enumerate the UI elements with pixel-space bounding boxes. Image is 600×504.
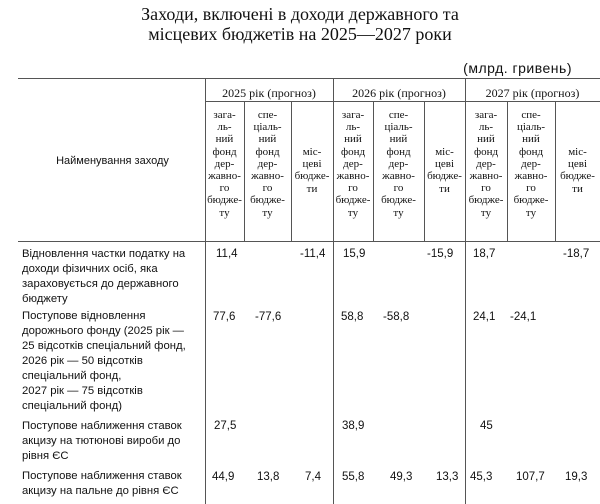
- cell-value: 27,5: [214, 420, 237, 432]
- year-header-2027: 2027 рік (прогноз): [485, 86, 580, 100]
- cell-value: 77,6: [213, 311, 236, 323]
- cell-value: -24,1: [510, 311, 537, 323]
- title-line-1: Заходи, включені в доходи державного та: [141, 4, 459, 24]
- cell-value: 13,3: [436, 471, 459, 483]
- row-name: Відновлення частки податку на доходи фізичних осіб, яка зараховується до державного бюджету: [22, 248, 186, 305]
- subheader-local-budgets-2025: міс- цеві бюдже- ти: [294, 146, 330, 195]
- subheader-special-fund-2026: спе- ціаль- ний фонд дер- жавно- го бюдже- ту: [381, 109, 416, 219]
- row-name: Поступове наближення ставок акцизу на пальне до рівня ЄС: [22, 470, 182, 497]
- document-title: [0, 4, 600, 44]
- subheader-special-fund-2025: спе- ціаль- ний фонд дер- жавно- го бюдже- ту: [250, 109, 285, 219]
- cell-value: 45: [480, 420, 493, 432]
- year-header-2026: 2026 рік (прогноз): [352, 86, 446, 100]
- cell-value: 49,3: [390, 471, 413, 483]
- cell-value: -15,9: [427, 248, 454, 260]
- subheader-special-fund-2027: спе- ціаль- ний фонд дер- жавно- го бюдже- ту: [513, 109, 549, 219]
- unit-label: (млрд. гривень): [463, 60, 572, 76]
- cell-value: -77,6: [255, 311, 282, 323]
- title-line-2: місцевих бюджетів на 2025—2027 роки: [148, 24, 452, 44]
- year-header-divider: [205, 101, 600, 102]
- cell-value: 58,8: [341, 311, 364, 323]
- header-bottom-border: [18, 241, 600, 242]
- cell-value: 55,8: [342, 471, 365, 483]
- cell-value: -11,4: [300, 248, 326, 260]
- row-name: Поступове відновлення дорожнього фонду (2025 рік — 25 відсотків спеціальний фонд, 2026 рік — 50 відсотків спеціальний фонд, 2027 рік — 75 відсотків спеціальний фонд): [22, 310, 186, 412]
- cell-value: 11,4: [216, 248, 238, 260]
- cell-value: 7,4: [305, 471, 321, 483]
- subheader-general-fund-2027: зага- ль- ний фонд дер- жавно- го бюдже- ту: [468, 109, 504, 219]
- cell-value: -18,7: [563, 248, 590, 260]
- cell-value: 107,7: [516, 471, 545, 483]
- cell-value: -58,8: [383, 311, 410, 323]
- cell-value: 38,9: [342, 420, 365, 432]
- subheader-local-budgets-2026: міс- цеві бюдже- ти: [427, 146, 462, 195]
- cell-value: 13,8: [257, 471, 280, 483]
- row-name: Поступове наближення ставок акцизу на тютюнові вироби до рівня ЄС: [22, 420, 182, 462]
- cell-value: 44,9: [212, 471, 235, 483]
- name-column-header: Найменування заходу: [56, 155, 169, 167]
- cell-value: 18,7: [473, 248, 496, 260]
- year-header-2025: 2025 рік (прогноз): [222, 86, 316, 100]
- cell-value: 15,9: [343, 248, 366, 260]
- subheader-general-fund-2026: зага- ль- ний фонд дер- жавно- го бюдже- ту: [335, 109, 371, 219]
- table-top-border: [18, 78, 600, 79]
- subheader-general-fund-2025: зага- ль- ний фонд дер- жавно- го бюдже- ту: [207, 109, 242, 219]
- cell-value: 24,1: [473, 311, 496, 323]
- cell-value: 19,3: [565, 471, 588, 483]
- subheader-local-budgets-2027: міс- цеві бюдже- ти: [560, 146, 595, 195]
- cell-value: 45,3: [470, 471, 493, 483]
